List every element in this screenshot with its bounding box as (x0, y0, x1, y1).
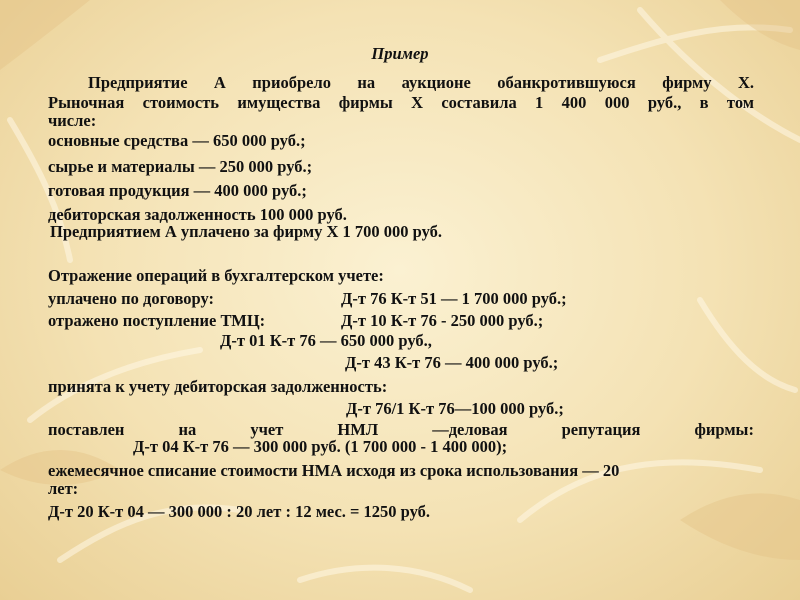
op2-entry-2: Д-т 01 К-т 76 — 650 000 руб., (220, 331, 432, 350)
op2-entry-3: Д-т 43 К-т 76 — 400 000 руб.; (345, 353, 559, 372)
op3-entry: Д-т 76/1 К-т 76—100 000 руб.; (346, 399, 564, 418)
op2-entry: Д-т 10 К-т 76 - 250 000 руб.; (341, 311, 544, 330)
intro-line-2: Рыночная стоимость имущества фирмы Х составила 1 400 000 руб., в том (48, 93, 754, 112)
op1-label: уплачено по договору: (48, 289, 215, 308)
op4-word: на (178, 420, 197, 439)
op4-word: поставлен (48, 420, 125, 439)
list-item: основные средства — 650 000 руб.; (48, 131, 306, 150)
intro-line-3: числе: (48, 111, 97, 130)
op4-word: НМЛ (337, 420, 379, 439)
op2-label: отражено поступление ТМЦ: (48, 311, 266, 330)
op4-word: —деловая (432, 420, 508, 439)
op4-entry: Д-т 04 К-т 76 — 300 000 руб. (1 700 000 - 1 400 000); (133, 437, 508, 456)
slide-title: Пример (371, 44, 429, 63)
list-item: готовая продукция — 400 000 руб.; (48, 181, 307, 200)
op5-entry: Д-т 20 К-т 04 — 300 000 : 20 лет : 12 мес. = 1250 руб. (48, 502, 431, 521)
op3-label: принята к учету дебиторская задолженность: (48, 377, 388, 396)
op1-entry: Д-т 76 К-т 51 — 1 700 000 руб.; (341, 289, 567, 308)
paid-amount: Предприятием А уплачено за фирму Х 1 700 000 руб. (50, 222, 443, 241)
op5-line-1: ежемесячное списание стоимости НМА исходя из срока использования — 20 (48, 461, 620, 480)
intro-line-1: Предприятие А приобрело на аукционе обанкротившуюся фирму Х. (88, 73, 754, 92)
operations-heading: Отражение операций в бухгалтерском учете: (48, 266, 384, 285)
op4-word: репутация (561, 420, 641, 439)
op4-word: фирмы: (694, 420, 754, 439)
list-item: дебиторская задолженность 100 000 руб. (48, 205, 347, 224)
op4-word: учет (250, 420, 284, 439)
op5-line-2: лет: (48, 479, 79, 498)
list-item: сырье и материалы — 250 000 руб.; (48, 157, 313, 176)
